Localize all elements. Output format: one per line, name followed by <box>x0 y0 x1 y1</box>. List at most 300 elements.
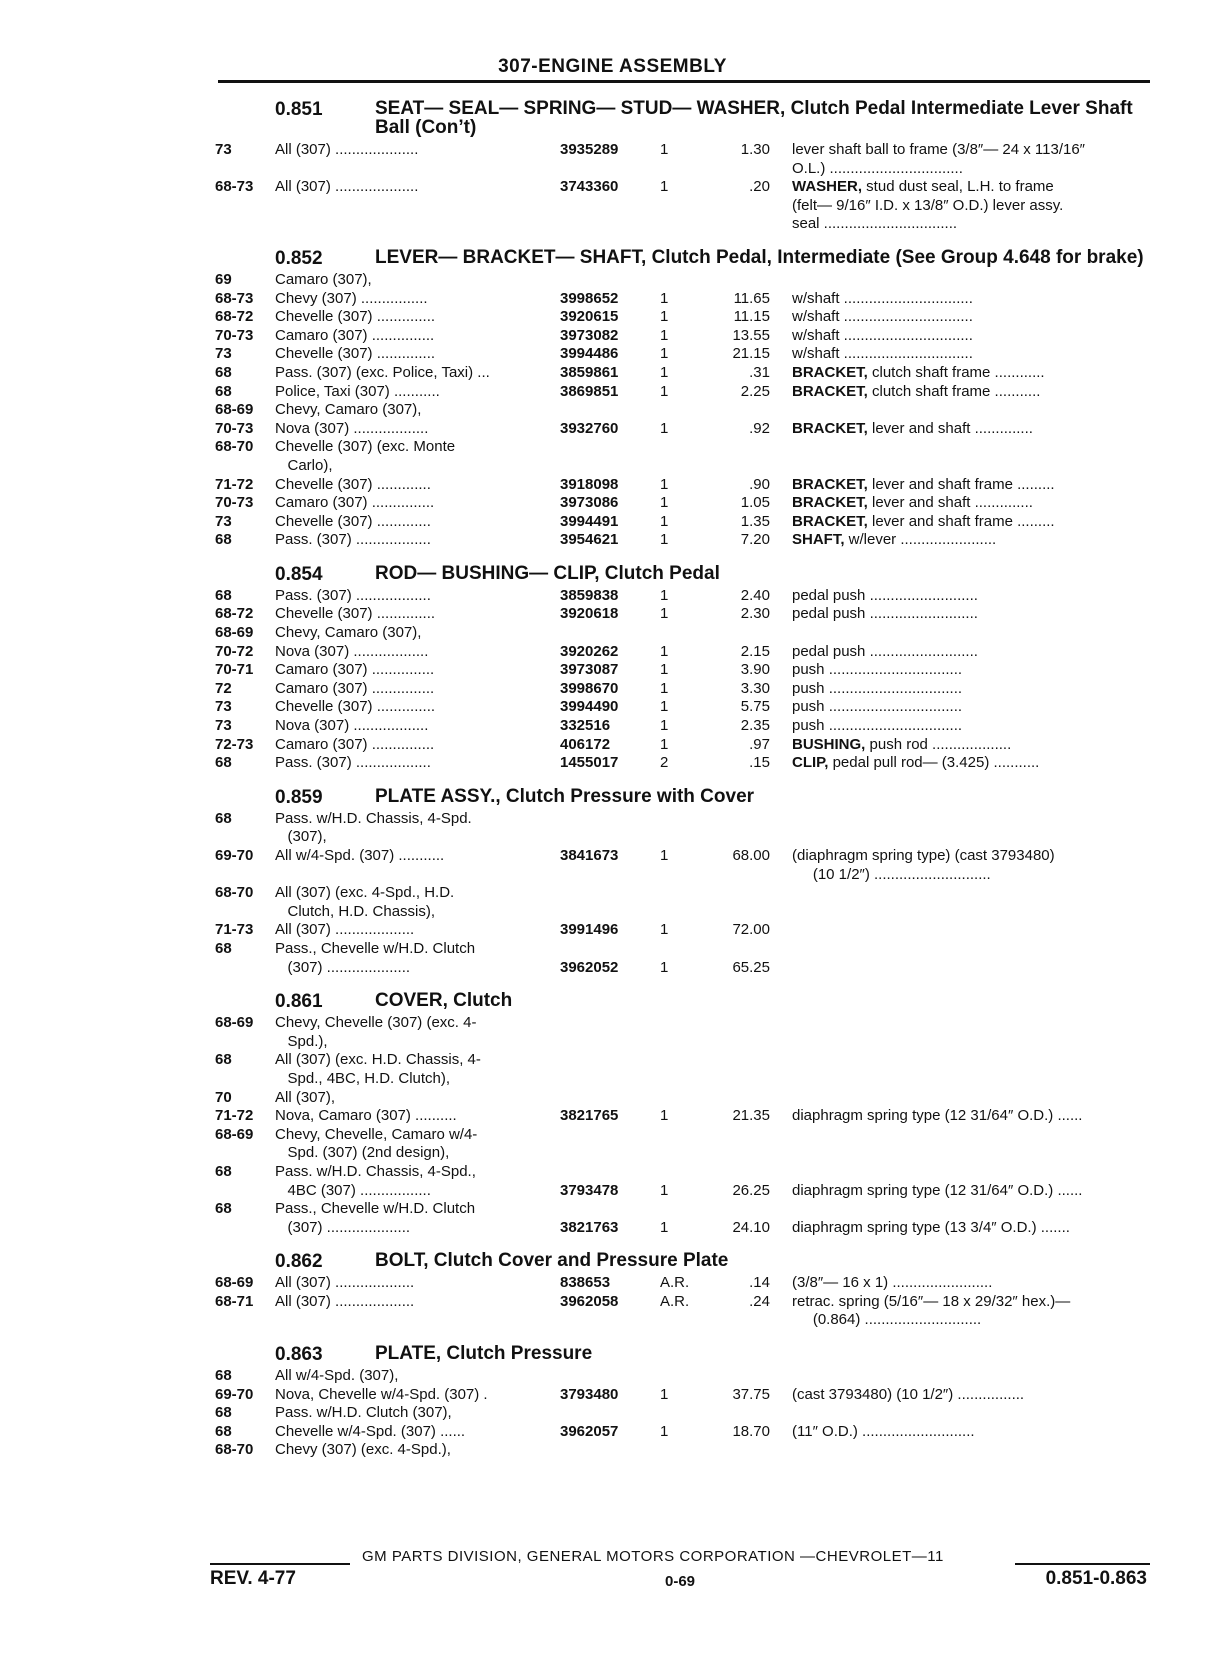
quantity: 1 <box>660 289 669 307</box>
section-header <box>0 1343 1225 1366</box>
part-row <box>0 345 1225 364</box>
quantity: 1 <box>660 1422 669 1440</box>
model-year: 68 <box>215 531 232 549</box>
description-text: seal ................................ <box>792 215 958 233</box>
part-number: 3793480 <box>560 1385 619 1403</box>
part-number: 3821763 <box>560 1218 619 1236</box>
section-number: 0.863 <box>275 1344 323 1366</box>
part-number: 3954621 <box>560 531 619 549</box>
quantity: 1 <box>660 512 669 530</box>
part-row <box>0 624 1225 643</box>
description <box>792 160 963 179</box>
description-text: push ................................ <box>792 661 963 679</box>
part-row <box>0 383 1225 402</box>
part-row <box>0 457 1225 476</box>
model-year: 68-73 <box>215 289 254 307</box>
section-spacer <box>0 1237 1225 1247</box>
model-year: 68 <box>215 754 232 772</box>
model-year: 68 <box>215 939 232 957</box>
description-text: push rod ................... <box>865 735 1012 753</box>
quantity: 1 <box>660 363 669 381</box>
model-year: 73 <box>215 141 232 158</box>
part-row <box>0 698 1225 717</box>
section-number: 0.852 <box>275 247 323 269</box>
model-year: 70-71 <box>215 661 254 679</box>
model-year: 72-73 <box>215 735 254 753</box>
part-number: 3821765 <box>560 1107 619 1125</box>
model-year: 70 <box>215 1088 232 1106</box>
part-row <box>0 271 1225 290</box>
description <box>792 736 1011 755</box>
description <box>792 1182 1082 1201</box>
section-header <box>0 787 1225 806</box>
description <box>792 308 973 327</box>
model-year: 73 <box>215 717 232 735</box>
description-text: clutch shaft frame ........... <box>867 382 1041 400</box>
quantity: 1 <box>660 141 669 158</box>
model-year: 68-73 <box>215 178 254 196</box>
description-keyword: CLIP, <box>792 754 829 772</box>
model-year: 68-72 <box>215 308 254 326</box>
description <box>792 587 978 606</box>
part-row <box>0 940 1225 959</box>
part-row <box>0 605 1225 624</box>
section-header <box>0 99 1225 137</box>
part-row <box>0 364 1225 383</box>
quantity: 1 <box>660 345 669 363</box>
section-spacer <box>0 1330 1225 1340</box>
price: 3.90 <box>740 661 770 679</box>
description-text: w/lever ....................... <box>844 531 997 549</box>
price: 2.25 <box>740 382 770 400</box>
quantity: 1 <box>660 958 669 976</box>
application: Chevelle (307) .............. <box>275 308 436 326</box>
part-row <box>0 476 1225 495</box>
application: Police, Taxi (307) ........... <box>275 382 440 400</box>
quantity: 1 <box>660 847 669 864</box>
part-row <box>0 1014 1225 1033</box>
part-row <box>0 1107 1225 1126</box>
part-number: 3962052 <box>560 958 619 976</box>
application: All (307) (exc. 4-Spd., H.D. <box>275 884 455 902</box>
quantity: 1 <box>660 605 669 623</box>
description-text: diaphragm spring type (12 31/64″ O.D.) ...... <box>792 1181 1083 1199</box>
model-year: 68-69 <box>215 1125 254 1143</box>
description <box>792 1311 981 1330</box>
description-text: O.L.) ................................ <box>792 159 963 177</box>
part-number: 3962057 <box>560 1422 619 1440</box>
description-text: lever shaft ball to frame (3/8″— 24 x 113/16″ <box>792 141 1085 158</box>
model-year: 68-71 <box>215 1292 254 1310</box>
part-row <box>0 1274 1225 1293</box>
section-0-861 <box>0 991 1225 1247</box>
price: .31 <box>749 363 770 381</box>
quantity: 1 <box>660 921 669 939</box>
model-year: 68-72 <box>215 605 254 623</box>
part-number: 3973082 <box>560 326 619 344</box>
part-number: 3998670 <box>560 679 619 697</box>
description <box>792 1386 1024 1405</box>
model-year: 73 <box>215 698 232 716</box>
price: .14 <box>749 1274 770 1292</box>
model-year: 73 <box>215 512 232 530</box>
part-number: 3962058 <box>560 1292 619 1310</box>
price: 68.00 <box>732 847 770 864</box>
part-row <box>0 160 1225 179</box>
title-rule <box>218 80 1150 83</box>
part-row <box>0 884 1225 903</box>
part-number: 3869851 <box>560 382 619 400</box>
price: 26.25 <box>732 1181 770 1199</box>
application: Clutch, H.D. Chassis), <box>275 902 436 920</box>
part-number: 3998652 <box>560 289 619 307</box>
price: 1.30 <box>740 141 770 158</box>
quantity: 1 <box>660 531 669 549</box>
part-number: 3973087 <box>560 661 619 679</box>
part-number: 3935289 <box>560 141 619 158</box>
part-row <box>0 828 1225 847</box>
application: Pass. w/H.D. Clutch (307), <box>275 1404 452 1422</box>
application: Chevy (307) (exc. 4-Spd.), <box>275 1441 451 1459</box>
application: Camaro (307) ............... <box>275 661 435 679</box>
price: .97 <box>749 735 770 753</box>
application: Camaro (307) ............... <box>275 735 435 753</box>
application: Chevy (307) ................ <box>275 289 428 307</box>
description-keyword: SHAFT, <box>792 531 845 549</box>
part-number: 3920618 <box>560 605 619 623</box>
quantity: 1 <box>660 735 669 753</box>
description-text: (felt— 9/16″ I.D. x 13/8″ O.D.) lever assy. <box>792 196 1064 214</box>
application: Pass., Chevelle w/H.D. Clutch <box>275 1200 476 1218</box>
price: 2.30 <box>740 605 770 623</box>
part-number: 3793478 <box>560 1181 619 1199</box>
section-header <box>0 248 1225 267</box>
application: Chevelle (307) .............. <box>275 698 436 716</box>
part-row <box>0 810 1225 829</box>
section-title: LEVER— BRACKET— SHAFT, Clutch Pedal, Intermediate (See Group 4.648 for brake) <box>375 246 1144 268</box>
price: 21.35 <box>732 1107 770 1125</box>
application: Pass. w/H.D. Chassis, 4-Spd., <box>275 1162 476 1180</box>
price: .20 <box>749 178 770 196</box>
model-year: 69 <box>215 270 232 288</box>
price: 11.15 <box>733 308 770 326</box>
application: Spd.), <box>275 1032 328 1050</box>
description-text: w/shaft ............................... <box>792 308 973 326</box>
part-row <box>0 866 1225 885</box>
model-year: 71-72 <box>215 475 254 493</box>
description-text: retrac. spring (5/16″— 18 x 29/32″ hex.)— <box>792 1292 1071 1310</box>
description-keyword: BRACKET, <box>792 512 868 530</box>
part-row <box>0 327 1225 346</box>
application: Chevy, Chevelle, Camaro w/4- <box>275 1125 478 1143</box>
quantity: 1 <box>660 679 669 697</box>
description-text: pedal push .......................... <box>792 586 978 604</box>
application: All (307) (exc. H.D. Chassis, 4- <box>275 1051 481 1069</box>
section-0-852 <box>0 248 1225 560</box>
part-row <box>0 420 1225 439</box>
application: Nova (307) .................. <box>275 419 429 437</box>
part-row <box>0 401 1225 420</box>
part-row <box>0 643 1225 662</box>
description <box>792 215 957 234</box>
section-spacer <box>0 1460 1225 1470</box>
part-row <box>0 308 1225 327</box>
part-row <box>0 1163 1225 1182</box>
price: 2.15 <box>740 642 770 660</box>
part-row <box>0 1070 1225 1089</box>
application: Chevy, Chevelle (307) (exc. 4- <box>275 1014 477 1032</box>
model-year: 68-70 <box>215 884 254 902</box>
part-row <box>0 215 1225 234</box>
application: All (307) .................... <box>275 178 419 196</box>
part-row <box>0 1386 1225 1405</box>
part-row <box>0 197 1225 216</box>
model-year: 71-72 <box>215 1107 254 1125</box>
model-year: 69-70 <box>215 847 254 864</box>
application: Camaro (307) ............... <box>275 326 435 344</box>
price: 11.65 <box>733 289 770 307</box>
part-number: 406172 <box>560 735 611 753</box>
part-row <box>0 1404 1225 1423</box>
part-row <box>0 754 1225 773</box>
application: Chevy, Camaro (307), <box>275 624 422 642</box>
part-number: 1455017 <box>560 754 619 772</box>
quantity: 1 <box>660 717 669 735</box>
part-row <box>0 847 1225 866</box>
application: (307), <box>275 828 327 846</box>
model-year: 68 <box>215 1422 232 1440</box>
description-text: lever and shaft .............. <box>867 494 1033 512</box>
application: Chevelle (307) .............. <box>275 345 436 363</box>
description <box>792 698 962 717</box>
model-year: 68 <box>215 1051 232 1069</box>
application: Camaro (307) ............... <box>275 679 435 697</box>
application: All (307) ................... <box>275 921 415 939</box>
model-year: 68-69 <box>215 1274 254 1292</box>
part-number: 3918098 <box>560 475 619 493</box>
price: 1.05 <box>740 494 770 512</box>
model-year: 68-69 <box>215 624 254 642</box>
section-number: 0.851 <box>275 99 323 120</box>
model-year: 70-72 <box>215 642 254 660</box>
footer-rule-left <box>210 1563 350 1565</box>
part-number: 3994491 <box>560 512 619 530</box>
description-text: lever and shaft frame ......... <box>867 512 1055 530</box>
part-row <box>0 1423 1225 1442</box>
part-row <box>0 717 1225 736</box>
part-row <box>0 959 1225 978</box>
footer-page-number: 0-69 <box>664 1573 696 1590</box>
price: 21.15 <box>732 345 770 363</box>
model-year: 68 <box>215 1404 232 1422</box>
description-text: (10 1/2″) ............................ <box>792 865 991 883</box>
part-row <box>0 1144 1225 1163</box>
price: 1.35 <box>740 512 770 530</box>
description-text: push ................................ <box>792 679 963 697</box>
application: Spd., 4BC, H.D. Clutch), <box>275 1069 451 1087</box>
part-row <box>0 438 1225 457</box>
model-year: 70-73 <box>215 419 254 437</box>
model-year: 68-70 <box>215 438 254 456</box>
section-0-851 <box>0 99 1225 244</box>
part-number: 3920262 <box>560 642 619 660</box>
quantity: 1 <box>660 326 669 344</box>
part-number: 838653 <box>560 1274 611 1292</box>
description-keyword: BUSHING, <box>792 735 866 753</box>
description <box>792 345 973 364</box>
application: Carlo), <box>275 456 333 474</box>
quantity: 1 <box>660 1385 669 1403</box>
description-text: w/shaft ............................... <box>792 345 973 363</box>
description <box>792 1274 992 1293</box>
description <box>792 1423 975 1442</box>
footer-revision: REV. 4-77 <box>210 1568 296 1589</box>
application: Pass. (307) (exc. Police, Taxi) ... <box>275 363 490 381</box>
application: All (307), <box>275 1088 336 1106</box>
model-year: 68 <box>215 382 232 400</box>
part-row <box>0 661 1225 680</box>
description-text: lever and shaft frame ......... <box>867 475 1055 493</box>
description <box>792 754 1039 773</box>
application: Chevelle (307) ............. <box>275 512 431 530</box>
section-header <box>0 1250 1225 1273</box>
description <box>792 1107 1082 1126</box>
description-text: w/shaft ............................... <box>792 326 973 344</box>
footer-publisher: GM PARTS DIVISION, GENERAL MOTORS CORPORATION —CHEVROLET—11 <box>362 1548 944 1565</box>
section-title: COVER, Clutch <box>375 990 513 1012</box>
description-text: (cast 3793480) (10 1/2″) ................ <box>792 1385 1025 1403</box>
application: Camaro (307) ............... <box>275 494 435 512</box>
part-number: 3859838 <box>560 586 619 604</box>
price: .90 <box>749 475 770 493</box>
description <box>792 866 991 885</box>
description-text: push ................................ <box>792 698 963 716</box>
part-number: 3920615 <box>560 308 619 326</box>
section-title: ROD— BUSHING— CLIP, Clutch Pedal <box>375 562 720 584</box>
footer-section-range: 0.851-0.863 <box>1045 1568 1147 1589</box>
description-text: (11″ O.D.) ........................... <box>792 1422 975 1440</box>
price: 13.55 <box>732 326 770 344</box>
description <box>792 643 978 662</box>
section-0-854 <box>0 564 1225 783</box>
section-title: SEAT— SEAL— SPRING— STUD— WASHER, Clutch Pedal Intermediate Lever Shaft Ball (Con’t) <box>375 98 1133 138</box>
description-text: diaphragm spring type (12 31/64″ O.D.) ...... <box>792 1107 1083 1125</box>
section-0-863 <box>0 1344 1225 1470</box>
price: 2.40 <box>740 586 770 604</box>
price: 3.30 <box>740 679 770 697</box>
part-row <box>0 1367 1225 1386</box>
description-text: (diaphragm spring type) (cast 3793480) <box>792 847 1055 864</box>
part-number: 3973086 <box>560 494 619 512</box>
model-year: 68 <box>215 363 232 381</box>
section-spacer <box>0 977 1225 987</box>
description <box>792 494 1033 513</box>
description-text: clutch shaft frame ............ <box>867 363 1045 381</box>
model-year: 68 <box>215 1200 232 1218</box>
section-0-859 <box>0 787 1225 987</box>
part-row <box>0 903 1225 922</box>
description <box>792 476 1055 495</box>
section-0-862 <box>0 1251 1225 1340</box>
description <box>792 680 962 699</box>
description <box>792 717 962 736</box>
section-number: 0.862 <box>275 1251 323 1273</box>
model-year: 70-73 <box>215 326 254 344</box>
section-spacer <box>0 550 1225 560</box>
description <box>792 141 1085 160</box>
quantity: 1 <box>660 1181 669 1199</box>
model-year: 69-70 <box>215 1385 254 1403</box>
description-keyword: BRACKET, <box>792 475 868 493</box>
quantity: A.R. <box>660 1292 690 1310</box>
part-row <box>0 1126 1225 1145</box>
part-number: 3932760 <box>560 419 619 437</box>
section-header <box>0 564 1225 583</box>
model-year: 68-69 <box>215 401 254 419</box>
application: Chevy, Camaro (307), <box>275 401 422 419</box>
quantity: 1 <box>660 642 669 660</box>
footer-rule-right <box>1015 1563 1150 1565</box>
section-title: PLATE ASSY., Clutch Pressure with Cover <box>375 785 755 807</box>
application: Nova (307) .................. <box>275 717 429 735</box>
section-title: PLATE, Clutch Pressure <box>375 1343 593 1365</box>
application: All w/4-Spd. (307) ........... <box>275 847 445 864</box>
section-spacer <box>0 234 1225 244</box>
model-year: 73 <box>215 345 232 363</box>
description <box>792 364 1045 383</box>
part-row <box>0 1182 1225 1201</box>
application: All (307) ................... <box>275 1274 415 1292</box>
part-number: 3841673 <box>560 847 619 864</box>
description <box>792 847 1055 866</box>
quantity: 1 <box>660 178 669 196</box>
application: Nova, Chevelle w/4-Spd. (307) . <box>275 1385 488 1403</box>
price: .24 <box>749 1292 770 1310</box>
section-number: 0.861 <box>275 991 323 1013</box>
description-text: pedal pull rod— (3.425) ........... <box>828 754 1040 772</box>
application: 4BC (307) ................. <box>275 1181 431 1199</box>
part-row <box>0 513 1225 532</box>
description-keyword: BRACKET, <box>792 363 868 381</box>
quantity: 1 <box>660 698 669 716</box>
part-row <box>0 680 1225 699</box>
part-row <box>0 1441 1225 1460</box>
description <box>792 513 1055 532</box>
part-row <box>0 1219 1225 1238</box>
description-text: pedal push .......................... <box>792 642 978 660</box>
description-text: diaphragm spring type (13 3/4″ O.D.) ....... <box>792 1218 1070 1236</box>
description-keyword: BRACKET, <box>792 382 868 400</box>
model-year: 68 <box>215 1367 232 1385</box>
part-number: 3991496 <box>560 921 619 939</box>
price: .92 <box>749 419 770 437</box>
section-title: BOLT, Clutch Cover and Pressure Plate <box>375 1250 729 1272</box>
application: Camaro (307), <box>275 270 372 288</box>
section-number: 0.854 <box>275 563 323 585</box>
description <box>792 290 973 309</box>
price: 5.75 <box>740 698 770 716</box>
part-row <box>0 290 1225 309</box>
section-header <box>0 990 1225 1013</box>
model-year: 70-73 <box>215 494 254 512</box>
part-row <box>0 1200 1225 1219</box>
application: Pass. (307) .................. <box>275 531 431 549</box>
part-number: 3743360 <box>560 178 619 196</box>
quantity: 1 <box>660 308 669 326</box>
application: Nova (307) .................. <box>275 642 429 660</box>
description <box>792 605 978 624</box>
application: Chevelle (307) (exc. Monte <box>275 438 456 456</box>
